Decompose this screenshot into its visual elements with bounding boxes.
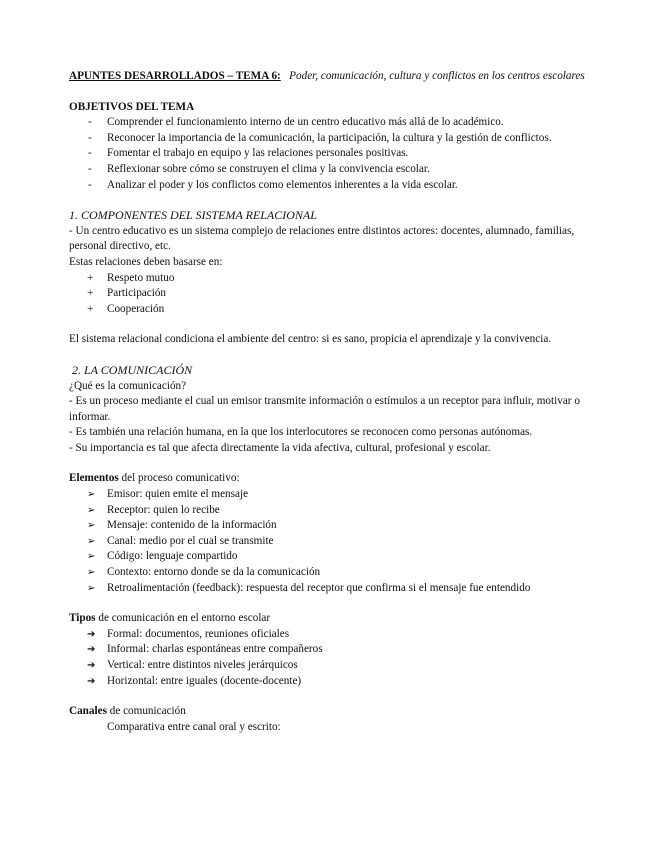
arrowhead-icon: ➢: [87, 504, 96, 516]
arrow-icon: ➔: [87, 660, 96, 671]
channels-sub: Comparativa entre canal oral y escrito:: [107, 720, 281, 733]
types-heading: [69, 611, 589, 627]
section1-intro: - Un centro educativo es un sistema complejo de relaciones entre distintos actores: docentes, alumnado, familias, personal directivo, etc.: [69, 224, 575, 253]
list-item: - Analizar el poder y los conflictos como elementos inherentes a la vida escolar.: [69, 178, 589, 194]
document-title: [69, 69, 589, 85]
channels-rest: de comunicación: [106, 705, 186, 718]
dash-marker: -: [88, 147, 92, 160]
plus-marker: +: [87, 302, 94, 315]
list-item: ➔ Informal: charlas espontáneas entre compañeros: [69, 642, 589, 658]
elements-label: Elementos: [69, 472, 119, 485]
section2-heading: 2. LA COMUNICACIÓN: [72, 362, 193, 377]
arrowhead-icon: ➢: [87, 520, 96, 532]
title-subtitle: Poder, comunicación, cultura y conflictos en los centros escolares: [289, 70, 585, 82]
dash-marker: -: [88, 162, 92, 175]
list-item: ➢ Retroalimentación (feedback): respuesta del receptor que confirma si el mensaje fue entendido: [69, 581, 589, 597]
objectives-heading: OBJETIVOS DEL TEMA: [69, 100, 195, 113]
section1-heading: 1. COMPONENTES DEL SISTEMA RELACIONAL: [69, 208, 317, 223]
channels-heading: [69, 704, 589, 720]
elements-heading: [69, 471, 589, 487]
list-item: ➢ Canal: medio por el cual se transmite: [69, 534, 589, 550]
dash-marker: -: [88, 131, 92, 144]
list-item: ➔ Formal: documentos, reuniones oficiales: [69, 627, 589, 643]
dash-marker: -: [88, 116, 92, 129]
list-item: + Cooperación: [69, 302, 589, 318]
section2-question: ¿Qué es la comunicación?: [69, 379, 187, 392]
plus-marker: +: [87, 271, 94, 284]
arrow-icon: ➔: [87, 644, 96, 656]
list-item: ➢ Emisor: quien emite el mensaje: [69, 487, 589, 503]
channels-label: Canales: [69, 705, 107, 718]
arrowhead-icon: ➢: [87, 551, 96, 563]
list-item: ➢ Mensaje: contenido de la información: [69, 518, 589, 534]
document-body: [69, 69, 589, 735]
section1-lead: Estas relaciones deben basarse en:: [69, 255, 223, 268]
types-rest: de comunicación en el entorno escolar: [95, 612, 271, 625]
section1-conclusion: El sistema relacional condiciona el ambiente del centro: si es sano, propicia el aprendizaje y la convivencia.: [69, 333, 552, 346]
arrowhead-icon: ➢: [87, 567, 96, 579]
list-item: + Respeto mutuo: [69, 271, 589, 287]
arrow-icon: ➔: [87, 628, 96, 640]
section2-line: - Es un proceso mediante el cual un emisor transmite información o estímulos a un receptor para influir, motivar o informar.: [69, 395, 580, 423]
list-item: ➢ Contexto: entorno donde se da la comunicación: [69, 565, 589, 581]
arrowhead-icon: ➢: [87, 535, 96, 547]
list-item: - Comprender el funcionamiento interno de un centro educativo más allá de lo académico.: [69, 115, 589, 131]
plus-marker: +: [87, 287, 94, 300]
list-item: ➔ Vertical: entre distintos niveles jerárquicos: [69, 658, 589, 674]
list-item: - Fomentar el trabajo en equipo y las relaciones personales positivas.: [69, 146, 589, 162]
types-list: [69, 627, 589, 689]
list-item: + Participación: [69, 286, 589, 302]
elements-list: [69, 487, 589, 596]
dash-marker: -: [88, 178, 92, 191]
title-main: APUNTES DESARROLLADOS – TEMA 6:: [69, 70, 281, 82]
list-item: ➔ Horizontal: entre iguales (docente-docente): [69, 674, 589, 690]
arrowhead-icon: ➢: [87, 582, 96, 594]
arrow-icon: ➔: [87, 675, 96, 687]
list-item: ➢ Receptor: quien lo recibe: [69, 503, 589, 519]
section2-line: - Su importancia es tal que afecta directamente la vida afectiva, cultural, profesional y escolar.: [69, 441, 491, 454]
section1-values-list: [69, 271, 589, 318]
section2-line: - Es también una relación humana, en la que los interlocutores se reconocen como personas autónomas.: [69, 426, 533, 439]
elements-rest: del proceso comunicativo:: [118, 472, 240, 485]
types-label: Tipos: [69, 612, 96, 625]
list-item: - Reconocer la importancia de la comunicación, la participación, la cultura y la gestión de conflictos.: [69, 131, 589, 147]
objectives-list: [69, 115, 589, 193]
arrowhead-icon: ➢: [87, 489, 96, 501]
list-item: - Reflexionar sobre cómo se construyen el clima y la convivencia escolar.: [69, 162, 589, 178]
list-item: ➢ Código: lenguaje compartido: [69, 549, 589, 565]
